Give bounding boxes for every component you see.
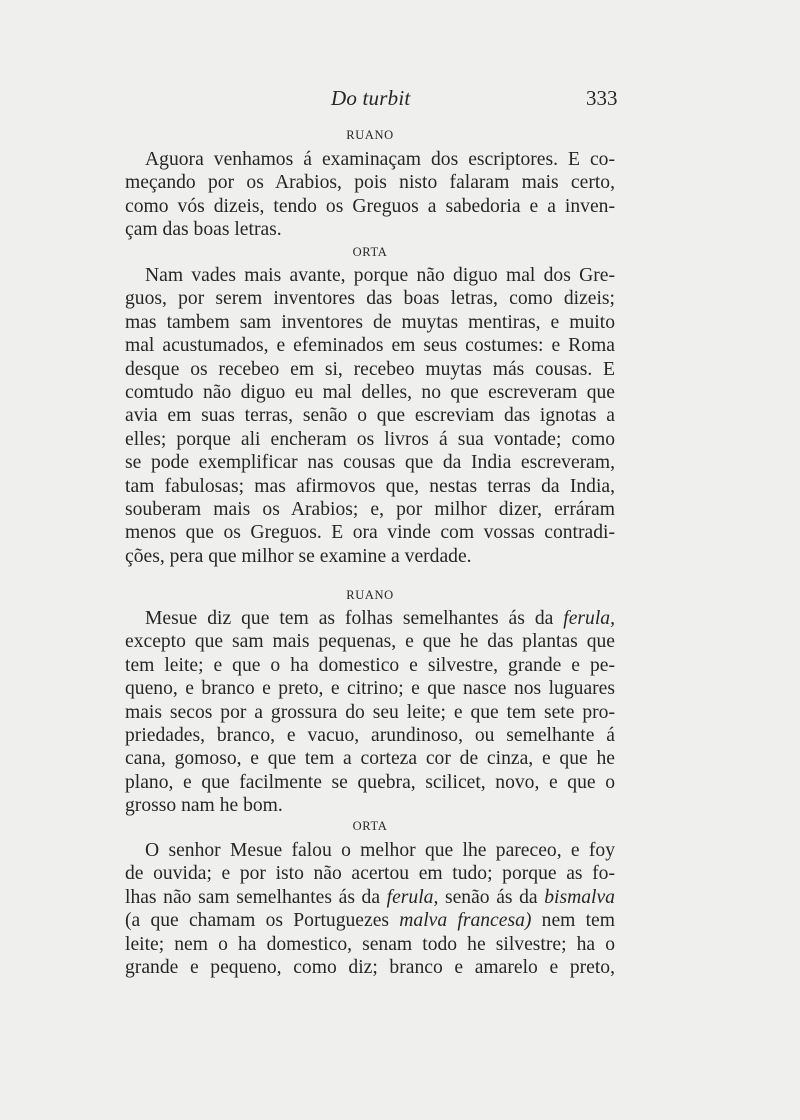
text-line: mal acustumados, e efeminados em seus costumes: e Roma: [125, 335, 615, 357]
paragraph: [125, 607, 615, 818]
text-line: çam das boas letras.: [125, 219, 282, 241]
text-line: comtudo não diguo eu mal delles, no que escreveram que: [125, 381, 615, 403]
paragraph: [125, 264, 615, 568]
page-number: 333: [586, 86, 618, 110]
text-line: mas tambem sam inventores de muytas mentiras, e muito: [125, 311, 615, 333]
text-line: leite; nem o ha domestico, senam todo he silvestre; ha o: [125, 933, 615, 955]
text-line: como vós dizeis, tendo os Greguos a sabedoria e a inven-: [125, 195, 615, 217]
text-line: tam fabulosas; mas afirmovos que, nestas terras da India,: [125, 475, 615, 497]
text-line: Aguora venhamos á examinaçam dos escriptores. E co-: [145, 149, 615, 170]
text-line: grosso nam he bom.: [125, 795, 283, 817]
text-line: souberam mais os Arabios; e, por milhor dizer, erráram: [125, 498, 615, 520]
paragraph: [125, 839, 615, 979]
speaker-label: RUANO: [346, 588, 394, 602]
text-line: elles; porque ali encheram os livros á sua vontade; como: [125, 428, 615, 450]
text-line: avia em suas terras, senão o que escreviam das ignotas a: [125, 405, 615, 427]
text-line: cana, gomoso, e que tem a corteza cor de cinza, e que he: [125, 748, 615, 770]
text-line: de ouvida; e por isto não acertou em tudo; porque as fo-: [125, 863, 615, 885]
text-line: desque os recebeo em si, recebeo muytas más cousas. E: [125, 358, 615, 380]
text-line: se pode exemplificar nas cousas que da India escreveram,: [125, 452, 615, 474]
text-line: menos que os Greguos. E ora vinde com vossas contradi-: [125, 522, 615, 544]
text-line: guos, por serem inventores das boas letras, como dizeis;: [125, 288, 615, 310]
text-line: ções, pera que milhor se examine a verdade.: [125, 545, 472, 567]
text-line: priedades, branco, e vacuo, arundinoso, ou semelhante á: [125, 724, 615, 746]
text-line: queno, e branco e preto, e citrino; e que nasce nos luguares: [125, 678, 615, 700]
text-line: Mesue diz que tem as folhas semelhantes ás da ferula,: [145, 608, 615, 629]
running-head: Do turbit: [331, 86, 411, 110]
text-line: grande e pequeno, como diz; branco e amarelo e preto,: [125, 956, 615, 978]
text-line: lhas não sam semelhantes ás da ferula, senão ás da bismalva: [125, 886, 615, 908]
paragraph: [125, 148, 615, 242]
text-line: meçando por os Arabios, pois nisto falaram mais certo,: [125, 172, 615, 194]
speaker-label: ORTA: [352, 819, 388, 833]
text-line: plano, e que facilmente se quebra, scilicet, novo, e que o: [125, 771, 615, 793]
text-line: mais secos por a grossura do seu leite; e que tem sete pro-: [125, 701, 615, 723]
text-line: excepto que sam mais pequenas, e que he das plantas que: [125, 631, 615, 653]
text-line: Nam vades mais avante, porque não diguo mal dos Gre-: [145, 265, 615, 286]
text-line: (a que chamam os Portuguezes malva francesa) nem tem: [125, 910, 615, 932]
text-line: O senhor Mesue falou o melhor que lhe pareceo, e foy: [145, 840, 615, 861]
text-line: tem leite; e que o ha domestico e silvestre, grande e pe-: [125, 654, 615, 676]
speaker-label: RUANO: [346, 128, 394, 142]
speaker-label: ORTA: [352, 245, 388, 259]
